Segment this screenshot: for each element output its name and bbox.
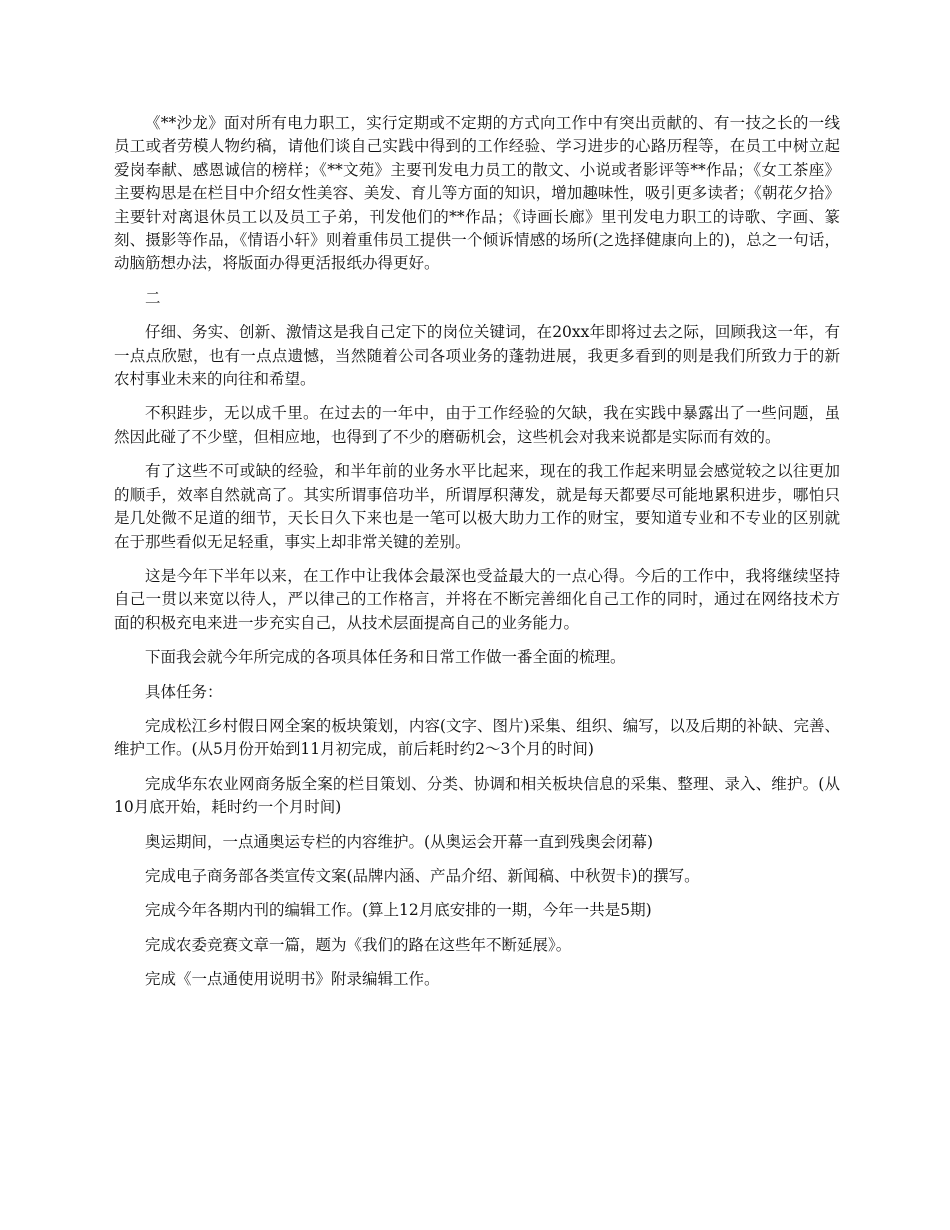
task-item-journal: 完成今年各期内刊的编辑工作。(算上12月底安排的一期，今年一共是5期)	[145, 901, 652, 920]
paragraph-experience: 不积跬步，无以成千里。在过去的一年中，由于工作经验的欠缺，我在实践中暴露出了一些问题，虽然因此碰了不少壁，但相应地，也得到了不少的磨砺机会，这些机会对我来说都是实际而有效的。	[114, 404, 840, 446]
paragraph-salon-columns: 《**沙龙》面对所有电力职工，实行定期或不定期的方式向工作中有突出贡献的、有一技之长的一线员工或者劳模人物约稿，请他们谈自己实践中得到的工作经验、学习进步的心路历程等，在员工中树立起爱岗奉献、感恩诚信的榜样；《**文苑》主要刊发电力员工的散文、小说或者影评等**作品；《女工茶座》主要构思是在栏目中介绍女性美容、美发、育儿等方面的知识，增加趣味性，吸引更多读者；《朝花夕拾》主要针对离退休员工以及员工子弟，刊发他们的**作品；《诗画长廊》里刊发电力职工的诗歌、字画、篆刻、摄影等作品，《情语小轩》则着重伟员工提供一个倾诉情感的场所(之选择健康向上的)，总之一句话，动脑筋想办法，将版面办得更活报纸办得更好。	[114, 114, 840, 273]
task-item-olympics: 奥运期间，一点通奥运专栏的内容维护。(从奥运会开幕一直到残奥会闭幕)	[145, 832, 654, 851]
task-item-songjiang: 完成松江乡村假日网全案的板块策划，内容(文字、图片)采集、组织、编写，以及后期的补缺、完善、维护工作。(从5月份开始到11月初完成，前后耗时约2～3个月的时间)	[114, 716, 840, 759]
section-heading-two: 二	[145, 288, 161, 307]
paragraph-keywords: 仔细、务实、创新、激情这是我自己定下的岗位关键词，在20xx年即将过去之际，回顾我这一年，有一点点欣慰，也有一点点遗憾，当然随着公司各项业务的蓬勃进展，我更多看到的则是我们所致力于的新农村事业未来的向往和希望。	[114, 323, 840, 389]
paragraph-progress: 有了这些不可或缺的经验，和半年前的业务水平比起来，现在的我工作起来明显会感觉较之以往更加的顺手，效率自然就高了。其实所谓事倍功半，所谓厚积薄发，就是每天都要尽可能地累积进步，哪怕只是几处微不足道的细节，天长日久下来也是一笔可以极大助力工作的财宝，要知道专业和不专业的区别就在于那些看似无足轻重，事实上却非常关键的差别。	[114, 462, 840, 551]
task-item-ecommerce: 完成电子商务部各类宣传文案(品牌内涵、产品介绍、新闻稿、中秋贺卡)的撰写。	[145, 866, 700, 885]
task-item-huadong: 完成华东农业网商务版全案的栏目策划、分类、协调和相关板块信息的采集、整理、录入、维护。(从10月底开始，耗时约一个月时间)	[114, 774, 840, 817]
task-item-competition: 完成农委竞赛文章一篇，题为《我们的路在这些年不断延展》。	[145, 935, 572, 954]
document-page	[114, 112, 840, 1003]
paragraph-insight: 这是今年下半年以来，在工作中让我体会最深也受益最大的一点心得。今后的工作中，我将继续坚持自己一贯以来宽以待人，严以律己的工作格言，并将在不断完善细化自己工作的同时，通过在网络技术方面的积极充电来进一步充实自己，从技术层面提高自己的业务能力。	[114, 566, 840, 632]
task-item-manual: 完成《一点通使用说明书》附录编辑工作。	[145, 970, 440, 989]
paragraph-tasks-heading: 具体任务：	[145, 682, 223, 701]
paragraph-review-intro: 下面我会就今年所完成的各项具体任务和日常工作做一番全面的梳理。	[145, 648, 626, 667]
